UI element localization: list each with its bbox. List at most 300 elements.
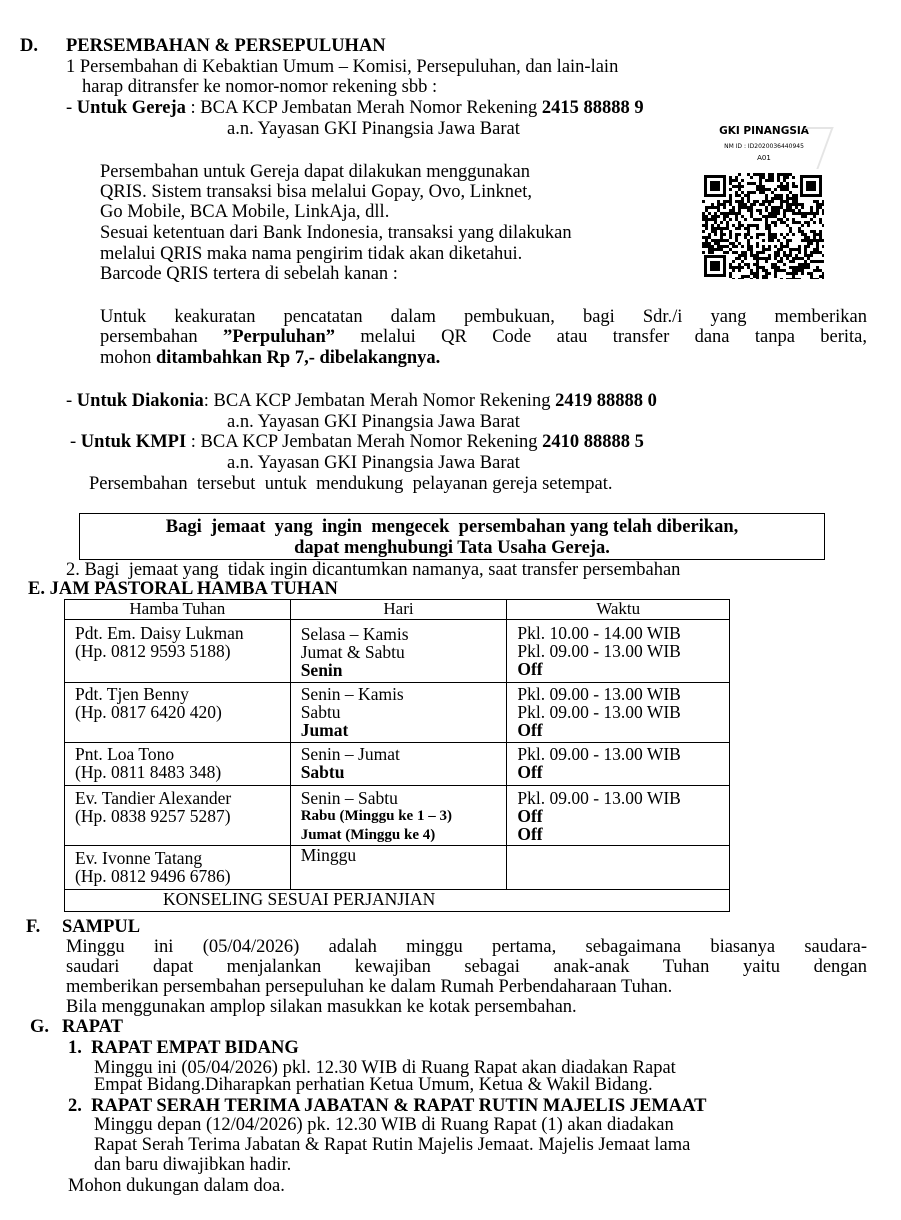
qr-module: [762, 269, 765, 272]
support-line: Persembahan tersebut untuk mendukung pelayanan gereja setempat.: [89, 474, 613, 494]
qr-module: [753, 173, 756, 176]
qr-module: [747, 233, 750, 236]
qr-module: [792, 218, 795, 221]
qr-module: [804, 266, 807, 269]
qr-module: [771, 266, 774, 269]
qr-module: [786, 188, 789, 191]
qr-module: [819, 239, 822, 242]
qr-module: [750, 248, 753, 251]
qr-module: [729, 230, 732, 233]
qr-module: [732, 179, 735, 182]
qr-module: [729, 197, 732, 200]
qr-module: [720, 245, 723, 248]
qr-module: [753, 182, 756, 185]
qr-module: [804, 263, 807, 266]
qr-module: [759, 185, 762, 188]
qr-module: [813, 200, 816, 203]
qr-module: [723, 251, 726, 254]
qr-module: [822, 239, 824, 242]
diakonia-account-name: a.n. Yayasan GKI Pinangsia Jawa Barat: [227, 412, 520, 432]
qr-module: [756, 254, 759, 257]
rapat-item2-title: 2. RAPAT SERAH TERIMA JABATAN & RAPAT RUTIN MAJELIS JEMAAT: [68, 1096, 707, 1116]
qr-module: [783, 173, 786, 176]
qr-module: [765, 248, 768, 251]
qr-module: [771, 212, 774, 215]
qr-module: [810, 212, 813, 215]
accuracy-line-2-bold: ”Perpuluhan”: [222, 327, 335, 347]
qr-module: [768, 215, 771, 218]
section-f-title: SAMPUL: [62, 917, 141, 937]
qr-module: [807, 239, 810, 242]
times-cell: [507, 743, 730, 786]
qr-module: [714, 239, 717, 242]
qr-module: [741, 191, 744, 194]
qr-module: [801, 233, 804, 236]
qr-module: [702, 218, 705, 221]
qr-module: [792, 203, 795, 206]
qr-module: [714, 212, 717, 215]
qr-module: [774, 257, 777, 260]
qr-module: [738, 266, 741, 269]
qr-module: [723, 227, 726, 230]
qr-module: [795, 200, 798, 203]
qr-module: [822, 212, 824, 215]
qr-module: [756, 257, 759, 260]
qr-module: [735, 233, 738, 236]
qr-module: [810, 218, 813, 221]
time-entry-off: Off: [517, 824, 543, 844]
qr-module: [732, 260, 735, 263]
diakonia-account-number: 2419 88888 0: [555, 391, 657, 411]
qr-module: [789, 260, 792, 263]
section-d-item1-line2: harap ditransfer ke nomor-nomor rekening sbb :: [82, 77, 438, 97]
qr-module: [819, 203, 822, 206]
qr-module: [777, 260, 780, 263]
qris-card: [700, 121, 828, 281]
qr-module: [819, 269, 822, 272]
qr-module: [750, 251, 753, 254]
qr-module: [807, 263, 810, 266]
qr-module: [777, 266, 780, 269]
qr-module: [795, 266, 798, 269]
qr-module: [741, 224, 744, 227]
qr-module: [759, 188, 762, 191]
qr-module: [789, 254, 792, 257]
qr-module: [804, 245, 807, 248]
qr-module: [762, 233, 765, 236]
qr-module: [708, 206, 711, 209]
qr-module: [780, 233, 783, 236]
qr-module: [798, 245, 801, 248]
qr-module: [822, 245, 824, 248]
qr-module: [810, 275, 813, 278]
qr-module: [798, 209, 801, 212]
qr-module: [741, 206, 744, 209]
qr-module: [801, 269, 804, 272]
qr-module: [783, 251, 786, 254]
qr-module: [780, 185, 783, 188]
qris-title: GKI PINANGSIA: [719, 125, 809, 137]
qr-module: [702, 230, 705, 233]
qr-module: [786, 278, 789, 279]
qr-module: [711, 239, 714, 242]
qr-module: [804, 233, 807, 236]
qr-module: [747, 209, 750, 212]
qr-module: [780, 173, 783, 176]
qr-module: [714, 218, 717, 221]
qr-module: [789, 209, 792, 212]
qr-module: [717, 248, 720, 251]
qr-module: [753, 203, 756, 206]
qr-module: [792, 233, 795, 236]
qr-module: [711, 203, 714, 206]
qr-module: [732, 185, 735, 188]
kmpi-label: Untuk KMPI: [80, 432, 187, 452]
qr-module: [771, 209, 774, 212]
qr-module: [756, 188, 759, 191]
qr-module: [795, 278, 798, 279]
qr-module: [798, 269, 801, 272]
qr-module: [822, 209, 824, 212]
qr-module: [771, 239, 774, 242]
qr-module: [732, 242, 735, 245]
qr-module: [816, 233, 819, 236]
qr-module: [747, 266, 750, 269]
notice-box: [79, 513, 825, 560]
table-row: [65, 620, 730, 683]
time-entry: Pkl. 09.00 - 13.00 WIB: [517, 744, 681, 764]
qr-module: [753, 263, 756, 266]
gereja-label: Untuk Gereja: [76, 98, 186, 118]
qr-module: [768, 212, 771, 215]
day-entry: Sabtu: [300, 702, 341, 722]
qr-module: [750, 203, 753, 206]
qr-module: [756, 233, 759, 236]
qr-module: [795, 221, 798, 224]
table-row: [65, 846, 730, 890]
qr-module: [768, 176, 771, 179]
day-entry: Minggu: [300, 845, 357, 865]
qr-module: [729, 203, 732, 206]
qr-module: [756, 266, 759, 269]
qr-module: [774, 212, 777, 215]
qr-module: [792, 278, 795, 279]
qr-module: [789, 248, 792, 251]
qr-module: [741, 185, 744, 188]
qr-module: [783, 176, 786, 179]
qr-module: [765, 221, 768, 224]
qr-module: [756, 185, 759, 188]
qr-module: [756, 173, 759, 176]
time-entry-off: Off: [517, 762, 543, 782]
col-header-waktu: Waktu: [507, 600, 730, 620]
qr-module: [768, 200, 771, 203]
qr-module: [765, 257, 768, 260]
qr-module: [741, 254, 744, 257]
qr-module: [798, 257, 801, 260]
qr-module: [777, 251, 780, 254]
qr-module: [798, 203, 801, 206]
qr-module: [753, 257, 756, 260]
qr-module: [744, 227, 747, 230]
qr-module: [732, 245, 735, 248]
rapat-item1-title: 1. RAPAT EMPAT BIDANG: [68, 1038, 299, 1058]
gereja-account-number: 2415 88888 9: [541, 98, 644, 118]
pastor-cell: [65, 786, 291, 846]
qr-module: [759, 257, 762, 260]
qr-module: [786, 272, 789, 275]
qr-module: [738, 257, 741, 260]
qr-module: [798, 227, 801, 230]
day-entry: Senin – Kamis: [300, 684, 404, 704]
qr-module: [717, 245, 720, 248]
accuracy-line-2: [100, 328, 867, 347]
qr-module: [819, 206, 822, 209]
qr-module: [768, 179, 771, 182]
pastor-cell: [65, 683, 291, 743]
qris-line: Sesuai ketentuan dari Bank Indonesia, transaksi yang dilakukan: [100, 223, 572, 243]
qr-module: [804, 254, 807, 257]
qr-module: [711, 251, 714, 254]
qr-module: [795, 206, 798, 209]
qr-module: [786, 197, 789, 200]
qr-module: [768, 272, 771, 275]
qr-code-image: [702, 173, 824, 279]
qr-module: [816, 260, 819, 263]
qr-module: [804, 221, 807, 224]
qr-module: [816, 212, 819, 215]
qr-module: [714, 242, 717, 245]
qr-module: [777, 197, 780, 200]
pastor-phone: (Hp. 0812 9496 6786): [75, 866, 231, 886]
qr-module: [786, 206, 789, 209]
qr-module: [702, 215, 705, 218]
qr-module: [786, 245, 789, 248]
qr-module: [732, 266, 735, 269]
qr-module: [762, 176, 765, 179]
qr-module: [753, 254, 756, 257]
qris-line: Barcode QRIS tertera di sebelah kanan :: [100, 264, 398, 284]
qr-module: [765, 227, 768, 230]
qr-module: [768, 254, 771, 257]
qris-line: QRIS. Sistem transaksi bisa melalui Gopay, Ovo, Linknet,: [100, 182, 532, 202]
col-header-hamba-tuhan: Hamba Tuhan: [65, 600, 291, 620]
qr-module: [789, 251, 792, 254]
qr-module: [777, 209, 780, 212]
qr-module: [729, 218, 732, 221]
qr-module: [798, 221, 801, 224]
qr-module: [768, 245, 771, 248]
qr-module: [711, 248, 714, 251]
times-cell: [507, 786, 730, 846]
table-row: [65, 683, 730, 743]
qr-module: [810, 209, 813, 212]
qr-module: [813, 230, 816, 233]
qr-module: [720, 248, 723, 251]
qr-module: [786, 194, 789, 197]
qr-module: [792, 176, 795, 179]
qr-module: [768, 257, 771, 260]
qr-module: [774, 206, 777, 209]
qr-module: [723, 218, 726, 221]
qr-module: [783, 209, 786, 212]
qr-module: [729, 275, 732, 278]
rapat-item1-line1: Minggu ini (05/04/2026) pkl. 12.30 WIB di Ruang Rapat akan diadakan Rapat: [94, 1058, 676, 1078]
qr-module: [819, 230, 822, 233]
qr-module: [810, 230, 813, 233]
days-cell: [290, 786, 507, 846]
qr-module: [759, 251, 762, 254]
qr-module: [735, 227, 738, 230]
qr-module: [792, 221, 795, 224]
qr-module: [714, 248, 717, 251]
qr-module: [762, 215, 765, 218]
section-g-letter: G.: [30, 1017, 50, 1037]
qr-module: [708, 248, 711, 251]
qr-module: [777, 248, 780, 251]
qr-module: [726, 245, 729, 248]
gereja-account-line: [66, 99, 644, 118]
qr-module: [753, 200, 756, 203]
qr-module: [807, 212, 810, 215]
qr-module: [738, 254, 741, 257]
qr-module: [816, 242, 819, 245]
qr-module: [723, 200, 726, 203]
qr-module: [732, 209, 735, 212]
qr-module: [792, 266, 795, 269]
qr-module: [780, 182, 783, 185]
qr-module: [777, 218, 780, 221]
qr-module: [744, 263, 747, 266]
qr-module: [729, 200, 732, 203]
qr-module: [735, 179, 738, 182]
qr-module: [708, 242, 711, 245]
qr-module: [714, 233, 717, 236]
qr-module: [741, 203, 744, 206]
qr-module: [717, 215, 720, 218]
qr-module: [777, 179, 780, 182]
qr-module: [732, 206, 735, 209]
qr-module: [756, 272, 759, 275]
times-cell: [507, 620, 730, 683]
qr-module: [792, 185, 795, 188]
qr-module: [792, 212, 795, 215]
qr-module: [816, 206, 819, 209]
qr-module: [804, 251, 807, 254]
qr-module: [783, 245, 786, 248]
qr-module: [756, 260, 759, 263]
diakonia-text: : BCA KCP Jembatan Merah Nomor Rekening: [203, 391, 556, 411]
qr-module: [807, 266, 810, 269]
qr-module: [798, 248, 801, 251]
qr-module: [765, 206, 768, 209]
qr-module: [717, 239, 720, 242]
qr-module: [741, 179, 744, 182]
qr-module: [822, 260, 824, 263]
qr-module: [792, 194, 795, 197]
qr-module: [768, 236, 771, 239]
qr-module: [735, 257, 738, 260]
sampul-line: Bila menggunakan amplop silakan masukkan ke kotak persembahan.: [66, 997, 577, 1017]
day-entry: Senin – Sabtu: [300, 788, 398, 808]
qr-module: [780, 218, 783, 221]
qr-module: [777, 194, 780, 197]
qr-module: [723, 212, 726, 215]
qr-module: [762, 275, 765, 278]
qr-module: [786, 233, 789, 236]
qr-module: [798, 278, 801, 279]
qr-module: [819, 218, 822, 221]
qr-module: [738, 209, 741, 212]
pastor-name: Ev. Tandier Alexander: [75, 788, 232, 808]
kmpi-account-line: [70, 433, 644, 452]
qr-module: [798, 263, 801, 266]
qr-module: [822, 272, 824, 275]
pastor-cell: [65, 620, 291, 683]
qr-module: [774, 251, 777, 254]
qr-module: [729, 263, 732, 266]
qr-module: [756, 245, 759, 248]
qr-module: [774, 197, 777, 200]
qr-module: [774, 215, 777, 218]
qr-module: [750, 254, 753, 257]
qr-module: [774, 194, 777, 197]
qr-module: [822, 203, 824, 206]
qr-module: [810, 272, 813, 275]
qr-module: [795, 203, 798, 206]
day-entry-off: Sabtu: [300, 762, 345, 782]
qris-nmid: NM ID : ID2020036440945: [724, 143, 804, 150]
qr-module: [792, 200, 795, 203]
qris-line: Go Mobile, BCA Mobile, LinkAja, dll.: [100, 202, 390, 222]
qr-module: [786, 254, 789, 257]
qr-module: [729, 233, 732, 236]
qr-module: [744, 233, 747, 236]
qr-module: [738, 188, 741, 191]
qr-module: [792, 209, 795, 212]
qr-module: [813, 269, 816, 272]
table-row: [65, 743, 730, 786]
qr-module: [723, 206, 726, 209]
qr-module: [714, 230, 717, 233]
qr-module: [774, 188, 777, 191]
qr-module: [762, 239, 765, 242]
qr-module: [783, 185, 786, 188]
qr-module: [747, 242, 750, 245]
sampul-line: Minggu ini (05/04/2026) adalah minggu pertama, sebagaimana biasanya saudara-: [66, 937, 867, 957]
diakonia-label: Untuk Diakonia: [76, 391, 204, 411]
qr-module: [756, 278, 759, 279]
qr-module: [804, 248, 807, 251]
qr-module: [747, 230, 750, 233]
qr-module: [717, 224, 720, 227]
qr-module: [744, 251, 747, 254]
qr-module: [774, 221, 777, 224]
qr-module: [711, 218, 714, 221]
qr-module: [726, 200, 729, 203]
qr-module: [783, 188, 786, 191]
qr-module: [780, 203, 783, 206]
qr-module: [765, 278, 768, 279]
qr-module: [804, 239, 807, 242]
qr-module: [810, 251, 813, 254]
qris-code: A01: [757, 154, 771, 162]
day-entry-off: Jumat: [300, 720, 349, 740]
qr-module: [702, 200, 705, 203]
qr-module: [732, 212, 735, 215]
qr-module: [753, 275, 756, 278]
qr-module: [738, 173, 741, 176]
